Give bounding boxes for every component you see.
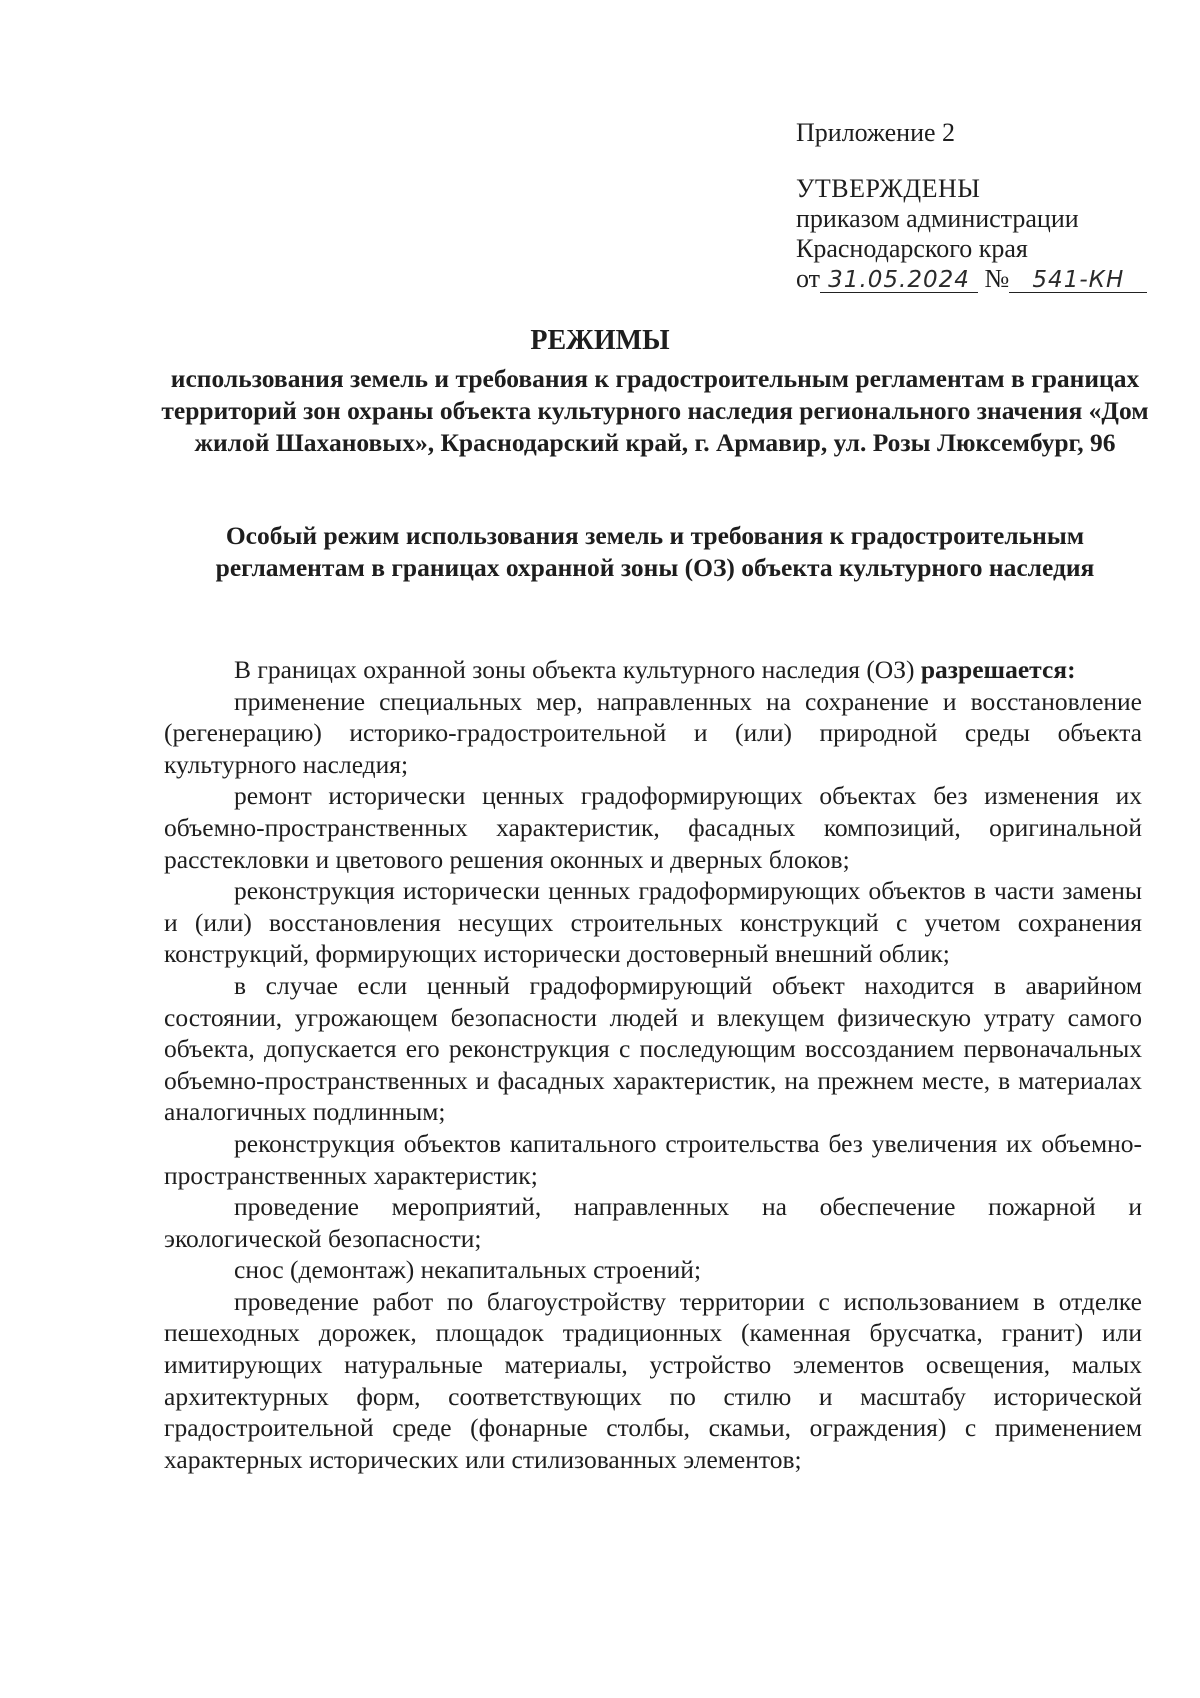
intro-bold: разрешается:	[920, 655, 1076, 684]
approval-line-2: Краснодарского края	[796, 234, 1028, 263]
list-item: снос (демонтаж) некапитальных строений;	[234, 1255, 702, 1285]
intro-paragraph	[164, 654, 1142, 686]
number-sign: №	[984, 264, 1010, 293]
list-item: реконструкция объектов капитального строительства без увеличения их объемно-пространственных характеристик;	[164, 1128, 1142, 1190]
annex-label: Приложение 2	[796, 118, 956, 147]
list-item: проведение мероприятий, направленных на обеспечение пожарной и экологической безопасности;	[164, 1192, 1142, 1253]
list-item: проведение работ по благоустройству территории с использованием в отделке пешеходных дорожек, площадок традиционных (каменная брусчатка, гранит) или имитирующих натуральные материалы, устройство элементов освещения, малых архитектурных форм, соответствующих по стилю и масштабу исторической градостроительной среде (фонарные столбы, скамьи, ограждения) с применением характерных исторических или стилизованных элементов;	[164, 1286, 1142, 1474]
approved-label: УТВЕРЖДЕНЫ	[796, 174, 981, 203]
handwritten-date: 31.05.2024	[820, 268, 978, 293]
approval-block	[796, 118, 1176, 294]
list-item: реконструкция исторически ценных градоформирующих объектов в части замены и (или) восстановления несущих строительных конструкций с учетом сохранения конструкций, формирующих исторически достоверный внешний облик;	[164, 876, 1142, 969]
intro-text: В границах охранной зоны объекта культурного наследия (ОЗ)	[234, 655, 915, 684]
approval-line-1: приказом администрации	[796, 204, 1079, 233]
order-line	[796, 264, 1176, 294]
list-item: применение специальных мер, направленных на сохранение и восстановление (регенерацию) историко-градостроительной и (или) природной среды объекта культурного наследия;	[164, 686, 1142, 779]
document-title: РЕЖИМЫ	[530, 325, 670, 356]
list-item: в случае если ценный градоформирующий объект находится в аварийном состоянии, угрожающем безопасности людей и влекущем физическую утрату самого объекта, допускается его реконструкция с последующим воссозданием первоначальных объемно-пространственных и фасадных характеристик, на прежнем месте, в материалах аналогичных подлинным;	[164, 970, 1142, 1127]
list-item: ремонт исторически ценных градоформирующих объектах без изменения их объемно-пространственных характеристик, фасадных композиций, оригинальной расстекловки и цветового решения оконных и дверных блоков;	[164, 781, 1142, 874]
handwritten-number: 541-КН	[1009, 268, 1147, 293]
from-prefix: от	[796, 264, 821, 293]
document-body	[164, 654, 1142, 1475]
section-title: Особый режим использования земель и требования к градостроительным регламентам в границах охранной зоны (ОЗ) объекта культурного наследия	[215, 521, 1095, 582]
document-subtitle: использования земель и требования к градостроительным регламентам в границах территорий зон охраны объекта культурного наследия регионального значения «Дом жилой Шахановых», Краснодарский край, г. Армавир, ул. Розы Люксембург, 96	[161, 364, 1149, 457]
